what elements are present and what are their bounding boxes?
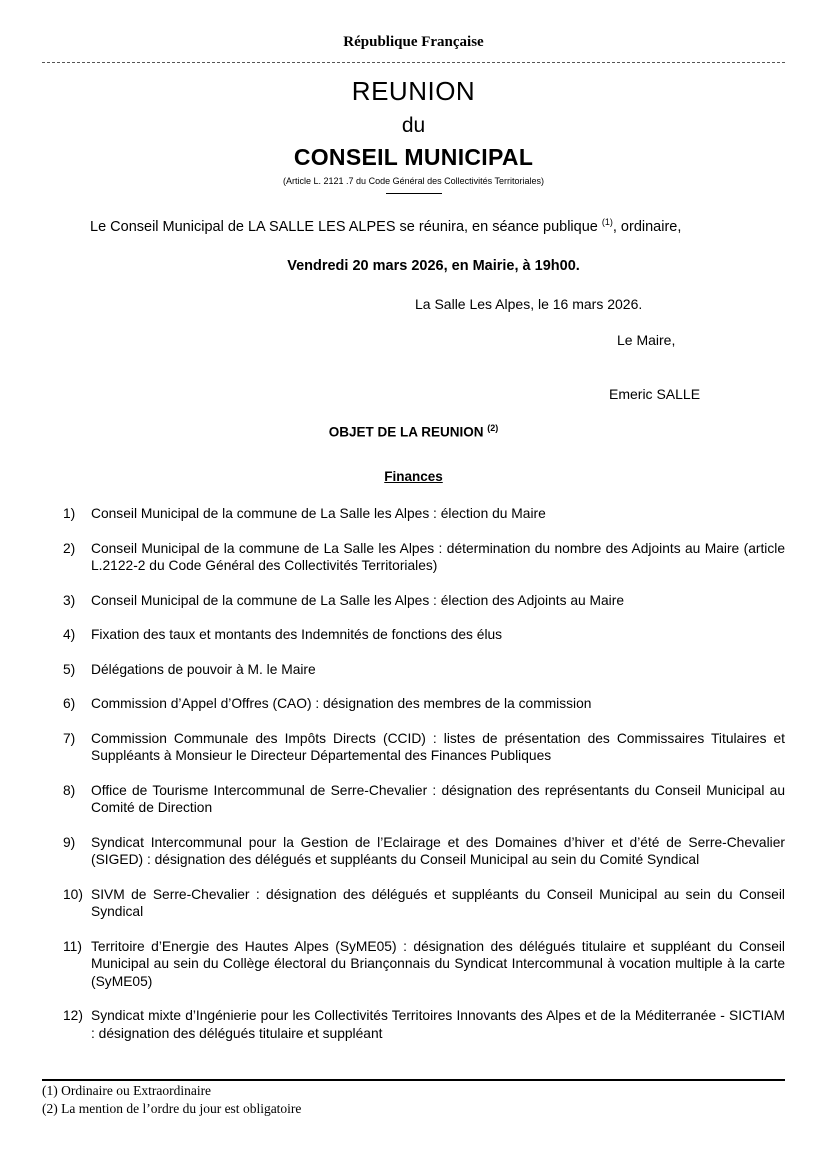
agenda-item-number: 4) — [63, 627, 76, 643]
agenda-item-text: Conseil Municipal de la commune de La Salle les Alpes : élection du Maire — [91, 506, 546, 522]
article-reference: (Article L. 2121 .7 du Code Général des Collectivités Territoriales) — [283, 176, 544, 186]
section-title-finances: Finances — [384, 469, 443, 485]
agenda-item — [42, 782, 785, 817]
agenda-item — [42, 540, 785, 575]
agenda-item-text: Conseil Municipal de la commune de La Salle les Alpes : élection des Adjoints au Maire — [91, 592, 625, 608]
footnote-1: (1) Ordinaire ou Extraordinaire — [42, 1083, 212, 1098]
agenda-item-number: 1) — [63, 506, 76, 522]
meeting-datetime: Vendredi 20 mars 2026, en Mairie, à 19h00. — [287, 257, 580, 274]
footer — [42, 1079, 785, 1117]
footer-divider — [42, 1079, 785, 1081]
signature-name: Emeric SALLE — [609, 385, 701, 402]
agenda-item-text: Commission d’Appel d’Offres (CAO) : désignation des membres de la commission — [91, 696, 592, 712]
title-conseil-municipal: CONSEIL MUNICIPAL — [293, 144, 534, 170]
agenda-list — [42, 505, 785, 1042]
title-separator — [386, 193, 442, 194]
title-reunion: REUNION — [351, 76, 476, 106]
agenda-item — [42, 938, 785, 991]
object-heading — [42, 423, 785, 440]
republic-header: République Française — [343, 34, 484, 50]
agenda-item-text: Fixation des taux et montants des Indemnités de fonctions des élus — [91, 627, 503, 643]
footnote-2: (2) La mention de l’ordre du jour est obligatoire — [42, 1101, 302, 1116]
dashed-divider — [42, 62, 785, 63]
agenda-item-text: Conseil Municipal de la commune de La Salle les Alpes : détermination du nombre des Adjoints au Maire (article L.2122-2 du Code Général des Collectivités Territoriales) — [91, 540, 785, 574]
agenda-item-number: 7) — [63, 730, 76, 746]
agenda-item-number: 9) — [63, 834, 76, 850]
title-du: du — [401, 114, 426, 137]
footnote-ref-1: (1) — [601, 217, 613, 227]
intro-text-1: Le Conseil Municipal de LA SALLE LES ALPES se réunira, en séance publique — [90, 218, 602, 235]
agenda-item — [42, 661, 785, 679]
place-and-date: La Salle Les Alpes, le 16 mars 2026. — [415, 295, 643, 312]
agenda-item-number: 8) — [63, 782, 76, 798]
footnote-ref-2: (2) — [487, 422, 499, 433]
agenda-item — [42, 730, 785, 765]
agenda-item-number: 2) — [63, 540, 76, 556]
agenda-item-text: Syndicat mixte d’Ingénierie pour les Collectivités Territoires Innovants des Alpes et de la Méditerranée - SICTIAM : désignation des délégués titulaire et suppléant — [91, 1008, 785, 1041]
intro-text-2: , ordinaire, — [612, 218, 682, 235]
agenda-item — [42, 834, 785, 869]
agenda-item — [42, 592, 785, 610]
agenda-item-text: Syndicat Intercommunal pour la Gestion de l’Eclairage et des Domaines d’hiver et d’été de Serre-Chevalier (SIGED) : désignation des délégués et suppléants du Conseil Municipal au sein du Comité Syndical — [91, 834, 785, 868]
agenda-item-number: 12) — [63, 1008, 83, 1024]
intro-paragraph — [42, 217, 785, 235]
object-heading-label: OBJET DE LA REUNION — [328, 424, 484, 440]
signature-role: Le Maire, — [617, 331, 676, 348]
agenda-item — [42, 695, 785, 713]
agenda-item-text: Territoire d’Energie des Hautes Alpes (SyME05) : désignation des délégués titulaire et suppléant du Conseil Municipal au sein du Collège électoral du Briançonnais du Syndicat Intercommunal à vocation multiple à la carte (SyME05) — [91, 938, 785, 989]
agenda-item-text: SIVM de Serre-Chevalier : désignation des délégués et suppléants du Conseil Municipal au sein du Conseil Syndical — [91, 886, 785, 920]
agenda-item-number: 6) — [63, 696, 76, 712]
agenda-item — [42, 1007, 785, 1042]
agenda-item-text: Délégations de pouvoir à M. le Maire — [91, 661, 316, 677]
agenda-item-number: 10) — [63, 886, 83, 902]
agenda-item — [42, 505, 785, 523]
agenda-item-text: Commission Communale des Impôts Directs (CCID) : listes de présentation des Commissaires Titulaires et Suppléants à Monsieur le Directeur Départemental des Finances Publiques — [91, 730, 785, 764]
agenda-item-text: Office de Tourisme Intercommunal de Serre-Chevalier : désignation des représentants du Conseil Municipal au Comité de Direction — [91, 782, 785, 816]
agenda-item — [42, 886, 785, 921]
agenda-item-number: 11) — [63, 938, 82, 954]
agenda-item-number: 3) — [63, 592, 76, 608]
agenda-item — [42, 626, 785, 644]
agenda-item-number: 5) — [63, 661, 76, 677]
